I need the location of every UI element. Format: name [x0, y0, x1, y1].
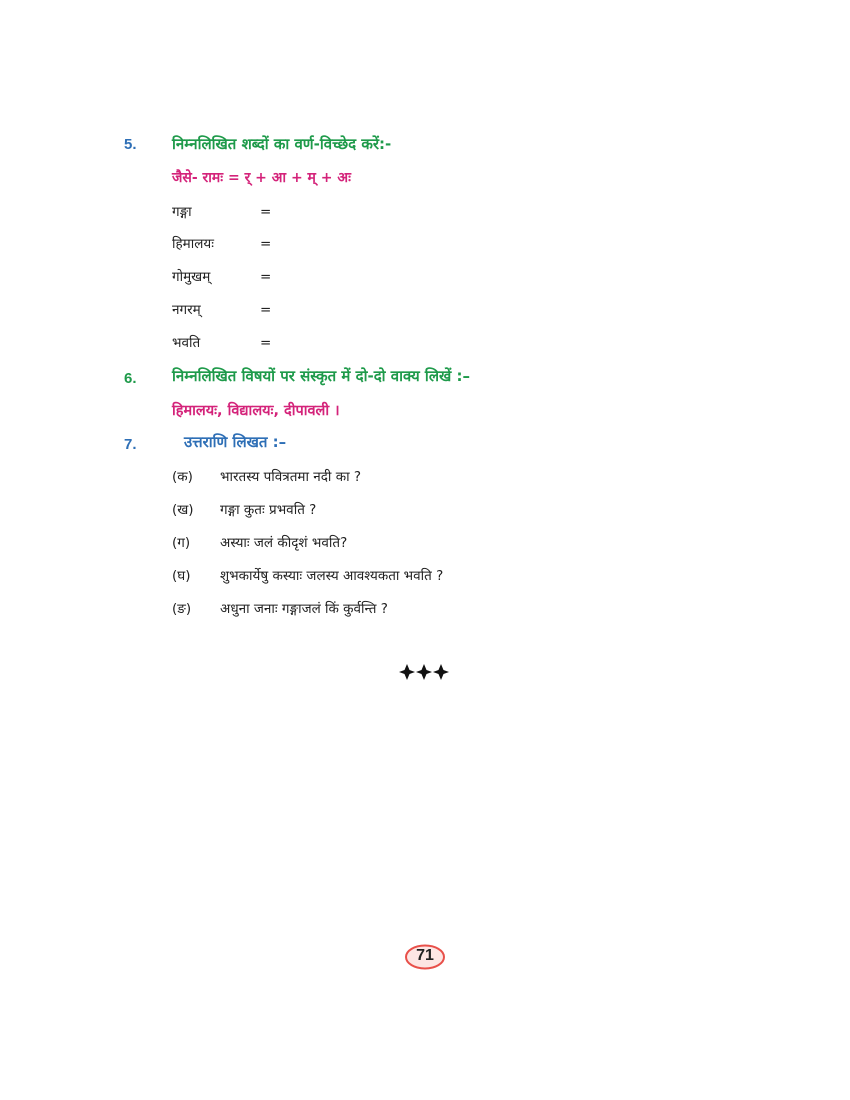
question-item	[172, 467, 361, 485]
item-label: (क)	[172, 469, 193, 485]
item-text: अधुना जनाः गङ्गाजलं किं कुर्वन्ति ?	[220, 601, 388, 617]
equals-sign: =	[260, 302, 272, 318]
equals-sign: =	[260, 335, 272, 351]
word-row	[172, 267, 271, 285]
question-6-topics: हिमालयः, विद्यालयः, दीपावली ।	[172, 403, 340, 419]
question-5-title: निम्नलिखित शब्दों का वर्ण-विच्छेद करें:-	[172, 135, 392, 153]
question-6-number: 6.	[124, 370, 137, 387]
word-row	[172, 202, 271, 220]
word: हिमालयः	[172, 236, 214, 252]
item-label: (ख)	[172, 502, 194, 518]
three-diamond-stars-icon	[398, 662, 450, 682]
item-label: (ग)	[172, 535, 191, 551]
question-5-example: जैसे- रामः = र् + आ + म् + अः	[172, 170, 351, 186]
question-item	[172, 533, 347, 551]
word: नगरम्	[172, 302, 201, 318]
equals-sign: =	[260, 236, 272, 252]
question-item	[172, 566, 443, 584]
equals-sign: =	[260, 269, 272, 285]
question-item	[172, 500, 316, 518]
item-text: शुभकार्येषु कस्याः जलस्य आवश्यकता भवति ?	[220, 568, 444, 584]
page-number: 71	[416, 947, 434, 964]
item-text: अस्याः जलं कीदृशं भवति?	[220, 535, 348, 551]
question-7-number: 7.	[124, 436, 137, 453]
word-row	[172, 234, 271, 252]
equals-sign: =	[260, 204, 272, 220]
question-7-title: उत्तराणि लिखत :–	[184, 433, 287, 451]
item-text: भारतस्य पवित्रतमा नदी का ?	[220, 469, 362, 485]
item-label: (ङ)	[172, 601, 192, 617]
item-text: गङ्गा कुतः प्रभवति ?	[220, 502, 317, 518]
question-6-title: निम्नलिखित विषयों पर संस्कृत में दो-दो वाक्य लिखें :–	[172, 367, 470, 385]
word: गोमुखम्	[172, 269, 211, 285]
word-row	[172, 300, 271, 318]
question-item	[172, 599, 388, 617]
question-5-number: 5.	[124, 136, 137, 153]
word-row	[172, 333, 271, 351]
page-number-badge	[404, 944, 446, 970]
word: गङ्गा	[172, 204, 192, 220]
word: भवति	[172, 335, 201, 351]
item-label: (घ)	[172, 568, 191, 584]
